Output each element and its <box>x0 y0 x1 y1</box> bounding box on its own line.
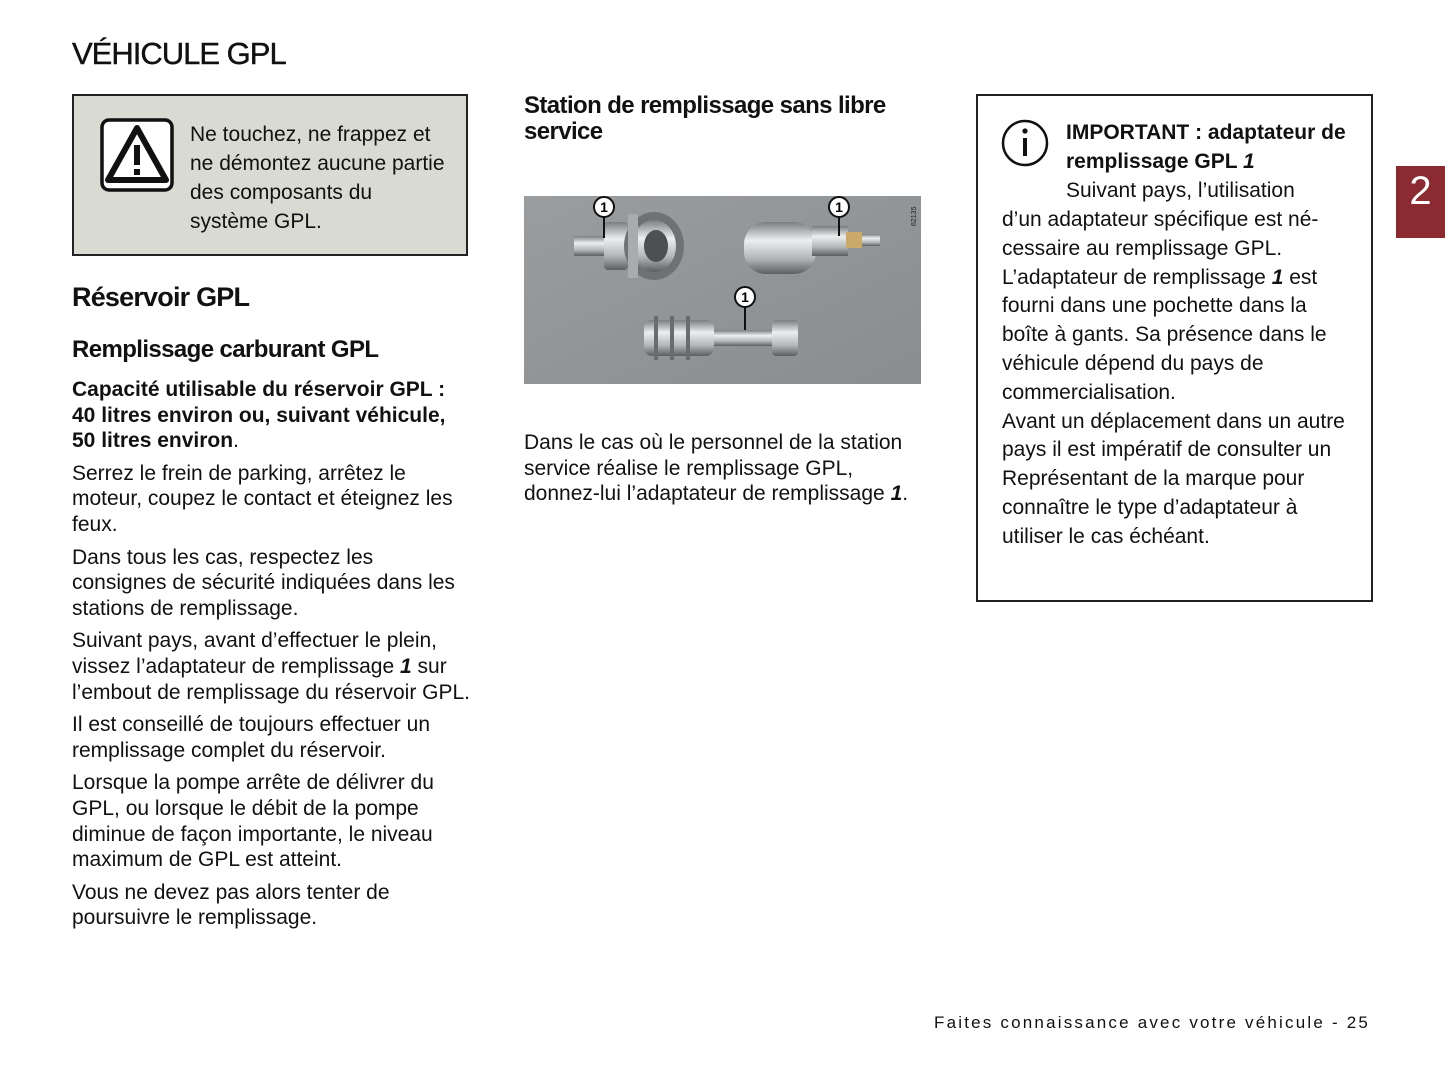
important-title-ref: 1 <box>1243 150 1255 173</box>
paragraph-parking: Serrez le frein de parking, arrêtez le moteur, coupez le contact et éteignez les feux. <box>72 461 453 536</box>
important-body <box>1002 206 1358 552</box>
paragraph-pump: Lorsque la pompe arrête de délivrer du GPL, ou lorsque le débit de la pompe diminue de façon importante, le niveau maximum de GPL est atteint. <box>72 771 434 872</box>
info-icon <box>1000 118 1050 168</box>
important-line1: Suivant pays, l’utilisation <box>1066 179 1295 202</box>
paragraph-stop: Vous ne devez pas alors tenter de poursuivre le remplissage. <box>72 880 390 930</box>
important-text-a: L’adaptateur de remplissage <box>1002 265 1272 289</box>
warning-text: Ne touchez, ne frappez et ne démontez aucune partie des composants du système GPL. <box>190 123 445 233</box>
page-title: VÉHICULE GPL <box>72 36 286 71</box>
station-title: Station de remplissage sans libre service <box>524 92 886 145</box>
capacity-paragraph <box>72 377 472 454</box>
subsection-title: Remplissage carburant GPL <box>72 336 379 363</box>
adapter-text-b: sur l’embout de remplissage du réservoir GPL. <box>72 654 471 704</box>
adapter-ref: 1 <box>400 654 412 678</box>
important-title <box>1066 118 1356 205</box>
warning-triangle-icon <box>100 118 174 192</box>
callout-label: 1 <box>835 199 843 215</box>
adapter-text-a: Suivant pays, avant d’effectuer le plein, vissez l’adaptateur de remplissage <box>72 629 438 678</box>
image-code: 62135 <box>911 206 918 226</box>
important-title-text: IMPORTANT : adaptateur de remplissage GPL <box>1066 121 1346 173</box>
station-ref: 1 <box>890 482 903 506</box>
warning-box <box>72 94 468 256</box>
important-paragraph-2 <box>1002 264 1358 408</box>
station-text-a: Dans le cas où le personnel de la station service réalise le remplissage GPL, donnez-lui l’adaptateur de remplissage <box>524 431 903 506</box>
capacity-text: Capacité utilisable du réservoir GPL : 40 litres environ ou, suivant véhicule, 50 litres environ <box>72 378 446 453</box>
column-left <box>72 377 472 938</box>
important-ref: 1 <box>1271 265 1284 289</box>
important-box <box>976 94 1373 602</box>
important-paragraph-3: Avant un déplacement dans un autre pays il est impératif de consulter un Représentant de la marque pour connaître le type d’adaptateur à utiliser le cas échéant. <box>1002 409 1345 548</box>
paragraph-complete: Il est conseillé de toujours effectuer un remplissage complet du réservoir. <box>72 713 430 762</box>
section-title: Réservoir GPL <box>72 282 250 312</box>
station-text-b: . <box>902 482 909 506</box>
paragraph-station <box>524 430 919 507</box>
paragraph-safety: Dans tous les cas, respectez les consignes de sécurité indiquées dans les stations de remplissage. <box>72 545 455 620</box>
page-footer: Faites connaissance avec votre véhicule - 25 <box>934 1013 1371 1032</box>
adapter-photo <box>524 196 921 384</box>
column-middle <box>524 430 919 507</box>
capacity-end: . <box>233 429 239 453</box>
important-text-b: est fourni dans une pochette dans la boîte à gants. Sa présence dans le véhicule dépend du pays de commercialisation. <box>1002 265 1327 404</box>
callout-label: 1 <box>741 289 749 305</box>
paragraph-adapter <box>72 628 472 705</box>
important-paragraph-1: d’un adaptateur spécifique est nécessaire au remplissage GPL. <box>1002 208 1319 260</box>
chapter-tab[interactable]: 2 <box>1396 166 1445 238</box>
callout-label: 1 <box>600 199 608 215</box>
